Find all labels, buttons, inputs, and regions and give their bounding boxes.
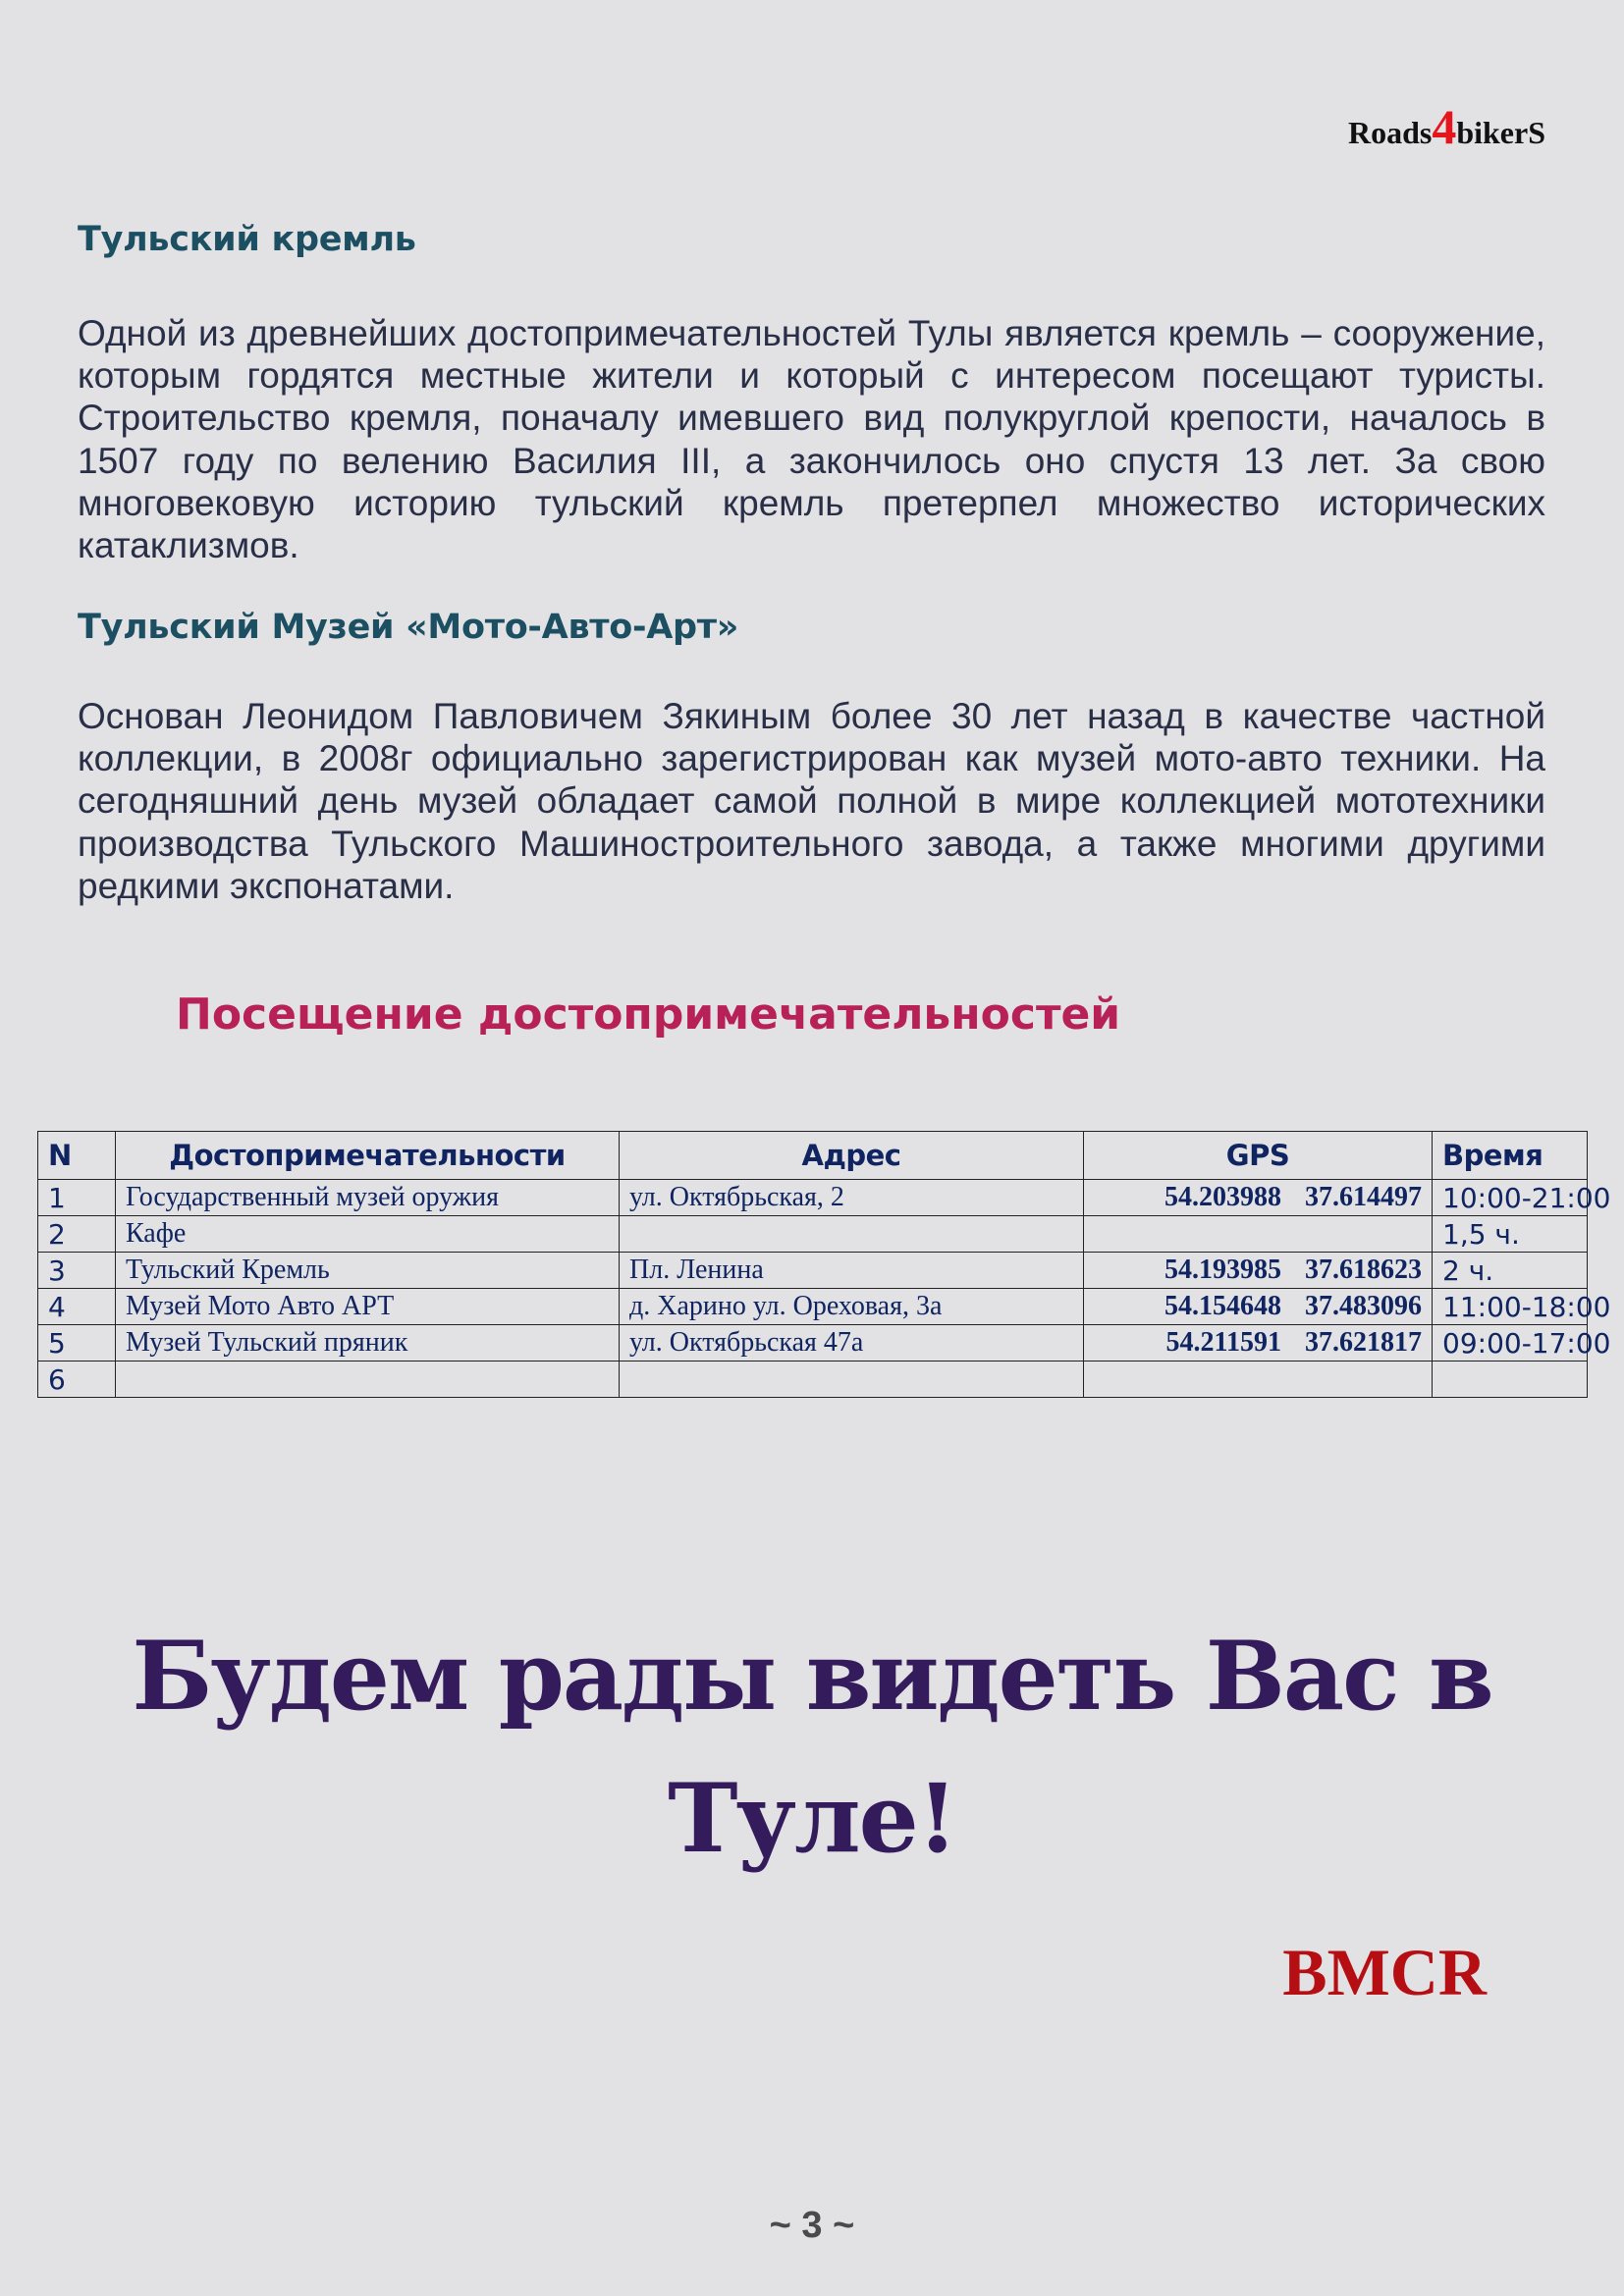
sight-gps [1084, 1362, 1433, 1398]
table-row [38, 1325, 1588, 1362]
sight-time: 1,5 ч. [1433, 1216, 1588, 1253]
section-title-museum: Тульский Музей «Мото-Авто-Арт» [78, 608, 739, 647]
logo-text-roads: Roads [1347, 115, 1433, 150]
gps-latitude: 54.203988 [1164, 1182, 1281, 1212]
table-row [38, 1362, 1588, 1398]
sight-time [1433, 1362, 1588, 1398]
sight-name: Кафе [116, 1216, 620, 1253]
gps-latitude: 54.154648 [1164, 1291, 1281, 1321]
sight-time: 2 ч. [1433, 1253, 1588, 1289]
sight-gps [1084, 1325, 1433, 1362]
gps-longitude: 37.614497 [1305, 1182, 1422, 1212]
table-row [38, 1253, 1588, 1289]
sight-name [116, 1362, 620, 1398]
gps-longitude: 37.618623 [1305, 1255, 1422, 1285]
sight-address: Пл. Ленина [620, 1253, 1084, 1289]
table-row [38, 1289, 1588, 1325]
column-header-time: Время [1433, 1132, 1588, 1180]
sight-address [620, 1362, 1084, 1398]
sight-time: 09:00-17:00 [1433, 1325, 1588, 1362]
sight-name: Государственный музей оружия [116, 1180, 620, 1216]
visits-title: Посещение достопримечательностей [176, 989, 1121, 1040]
logo-text-four: 4 [1432, 99, 1457, 154]
row-number: 4 [38, 1289, 116, 1325]
table-header-row [38, 1132, 1588, 1180]
sight-gps [1084, 1216, 1433, 1253]
gps-latitude: 54.193985 [1164, 1255, 1281, 1285]
sight-time: 11:00-18:00 [1433, 1289, 1588, 1325]
page-number: ~ 3 ~ [769, 2205, 855, 2246]
row-number: 2 [38, 1216, 116, 1253]
row-number: 6 [38, 1362, 116, 1398]
column-header-gps: GPS [1084, 1132, 1433, 1180]
sight-gps [1084, 1180, 1433, 1216]
signature-bmcr: BMCR [1282, 1935, 1487, 2009]
sight-gps [1084, 1289, 1433, 1325]
sight-address: д. Харино ул. Ореховая, 3а [620, 1289, 1084, 1325]
gps-longitude: 37.483096 [1305, 1291, 1422, 1321]
row-number: 1 [38, 1180, 116, 1216]
welcome-message: Будем рады видеть Вас в Туле! [132, 1621, 1492, 1874]
sight-address: ул. Октябрьская, 2 [620, 1180, 1084, 1216]
gps-latitude: 54.211591 [1165, 1327, 1281, 1358]
sight-time: 10:00-21:00 [1433, 1180, 1588, 1216]
row-number: 5 [38, 1325, 116, 1362]
sight-name: Музей Тульский пряник [116, 1325, 620, 1362]
site-logo [1347, 99, 1545, 154]
section-text-museum: Основан Леонидом Павловичем Зякиным более 30 лет назад в качестве частной коллекции, в 2008г официально зарегистрирован как музей мото-авто техники. На сегодняшний день музей обладает самой полной в мире коллекцией мототехники производства Тульского Машиностроительного завода, а также многими другими редкими экспонатами. [78, 696, 1545, 906]
row-number: 3 [38, 1253, 116, 1289]
section-title-kremlin: Тульский кремль [78, 220, 416, 259]
section-text-kremlin: Одной из древнейших достопримечательностей Тулы является кремль – сооружение, которым гордятся местные жители и который с интересом посещают туристы. Строительство кремля, поначалу имевшего вид полукруглой крепости, началось в 1507 году по велению Василия III, а закончилось оно спустя 13 лет. За свою многовековую историю тульский кремль претерпел множество исторических катаклизмов. [78, 313, 1545, 566]
sight-name: Музей Мото Авто АРТ [116, 1289, 620, 1325]
column-header-address: Адрес [620, 1132, 1084, 1180]
sight-gps [1084, 1253, 1433, 1289]
gps-longitude: 37.621817 [1305, 1327, 1422, 1358]
column-header-number: N [38, 1132, 116, 1180]
sights-table [37, 1131, 1611, 1398]
sight-address: ул. Октябрьская 47а [620, 1325, 1084, 1362]
sight-address [620, 1216, 1084, 1253]
sight-name: Тульский Кремль [116, 1253, 620, 1289]
table-row [38, 1216, 1588, 1253]
column-header-sights: Достопримечательности [116, 1132, 620, 1180]
table-row [38, 1180, 1588, 1216]
logo-text-bikers: bikerS [1456, 115, 1545, 150]
